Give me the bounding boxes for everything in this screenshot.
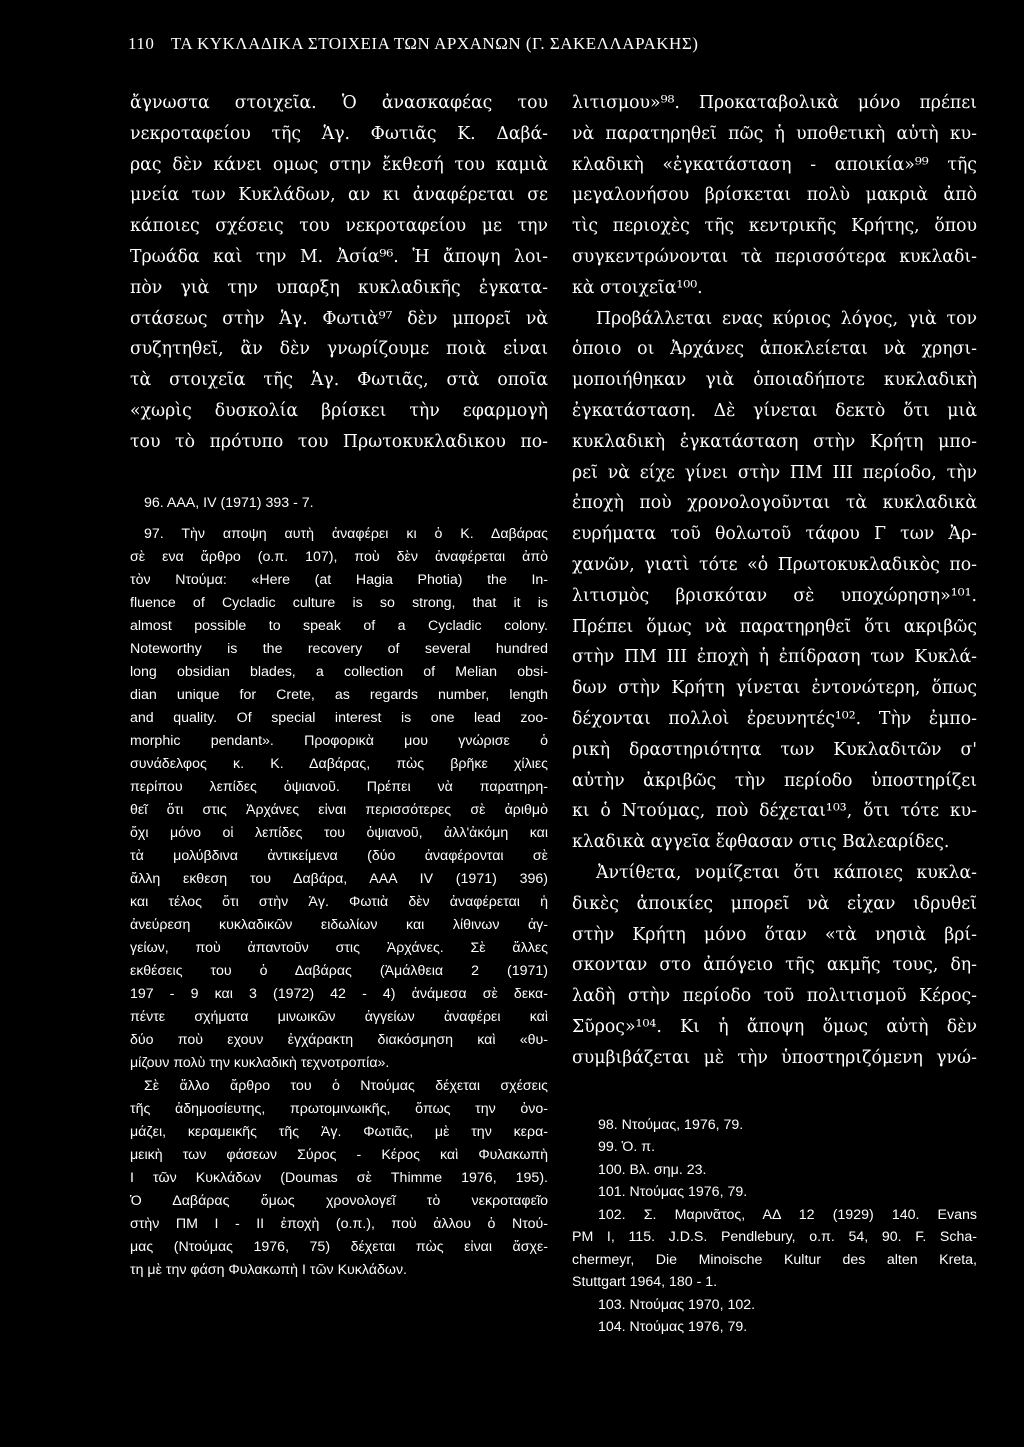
text-line: ευρήματα τοῦ θολωτοῦ τάφου Γ των Ἀρ- bbox=[572, 524, 977, 545]
text-line: Σῦρος»¹⁰⁴. Κι ἡ ἄποψη ὅμως αὐτὴ δὲν bbox=[572, 1016, 977, 1037]
text-line: χανῶν, γιατὶ τότε «ὁ Πρωτοκυκλαδικὸς πο- bbox=[572, 554, 977, 575]
running-header bbox=[128, 34, 698, 54]
text-line: μεγαλονήσου βρίσκεται πολὺ μακριὰ ἀπὸ bbox=[572, 185, 977, 206]
text-line: νεκροταφείου τῆς Ἁγ. Φωτιᾶς Κ. Δαβά- bbox=[130, 123, 548, 144]
fn-line: morphic pendant». Προφορικὰ μου γνώρισε ὁ bbox=[130, 732, 548, 749]
fn-line: PM I, 115. J.D.S. Pendlebury, ο.π. 54, 90. F. Scha- bbox=[572, 1229, 977, 1245]
right-body-paragraph-1 bbox=[572, 88, 977, 304]
left-body-paragraph bbox=[130, 88, 548, 458]
fn-line: περίπου λεπίδες ὀψιανοῦ. Πρέπει νὰ παρατηρη- bbox=[130, 778, 548, 795]
footnote-100: 100. Βλ. σημ. 23. bbox=[598, 1161, 707, 1178]
fn-line: fluence of Cycladic culture is so strong, that it is bbox=[130, 594, 548, 611]
text-line: σκονταν στο ἀπόγειο τῆς ακμῆς τους, δη- bbox=[572, 955, 977, 976]
fn-line: εκθέσεις του ὁ Δαβάρας (Ἀμάλθεια 2 (1971) bbox=[130, 962, 548, 979]
running-title: ΤΑ ΚΥΚΛΑΔΙΚΑ ΣΤΟΙΧΕΙΑ ΤΩΝ ΑΡΧΑΝΩΝ (Γ. ΣΑΚΕΛΛΑΡΑΚΗΣ) bbox=[170, 34, 699, 53]
text-line: κυκλαδικὴ ἐγκατάσταση στὴν Κρήτη μπο- bbox=[572, 431, 977, 452]
fn-line: πέντε σχήματα μινωικῶν ἀγγείων ἀναφέρει καὶ bbox=[130, 1008, 548, 1025]
text-line: στὴν ΠΜ ΙΙΙ ἐποχὴ ἡ ἐπίδραση των Κυκλά- bbox=[572, 647, 977, 668]
text-line: αὐτὴν ἀκριβῶς τὴν περίοδο ὑποστηρίζει bbox=[572, 770, 977, 791]
right-footnotes bbox=[572, 1114, 977, 1339]
text-line: στάσεως στὴν Ἁγ. Φωτιὰ⁹⁷ δὲν μπορεῖ νὰ bbox=[130, 308, 548, 329]
footnote-103: 103. Ντούμας 1970, 102. bbox=[598, 1296, 756, 1313]
right-body-paragraph-2 bbox=[572, 304, 977, 858]
fn-line: ὄχι μόνο οἱ λεπίδες του ὀψιανοῦ, ἀλλ'ἀκόμη και bbox=[130, 824, 548, 841]
right-body-paragraph-3 bbox=[572, 858, 977, 1074]
fn-line: σὲ ενα ἄρθρο (ο.π. 107), ποὺ δὲν ἀναφέρεται ἀπὸ bbox=[130, 548, 548, 565]
text-line: στὴν Κρήτη μόνο ὅταν «τὰ νησιὰ βρί- bbox=[572, 924, 977, 945]
text-line: συγκεντρώνονται τὰ περισσότερα κυκλαδι- bbox=[572, 246, 977, 267]
fn-line: and quality. Of special interest is one lead zoo- bbox=[130, 709, 548, 726]
text-line: ρας δὲν κάνει ομως στην ἔκθεσή του καμιὰ bbox=[130, 154, 548, 175]
left-footnotes bbox=[130, 492, 548, 1282]
left-column bbox=[130, 88, 548, 1282]
text-line: ἄγνωστα στοιχεῖα. Ὁ ἀνασκαφέας του bbox=[130, 93, 548, 113]
fn-line: Ι τῶν Κυκλάδων (Doumas σὲ Thimme 1976, 195). bbox=[130, 1169, 548, 1186]
text-line: λιτισμὸς βρισκόταν σὲ υποχώρηση»¹⁰¹. bbox=[572, 585, 977, 606]
text-line: του τὸ πρότυπο του Πρωτοκυκλαδικου πο- bbox=[130, 431, 548, 452]
fn-line: δύο ποὺ εχουν ἐγχάρακτη διακόσμηση καὶ «θυ- bbox=[130, 1031, 548, 1048]
right-column bbox=[572, 88, 977, 1339]
footnote-97 bbox=[130, 523, 548, 1282]
text-line: λαδὴ στὴν περίοδο τοῦ πολιτισμοῦ Κέρος- bbox=[572, 986, 977, 1007]
footnote-104: 104. Ντούμας 1976, 79. bbox=[598, 1319, 748, 1335]
text-line: ρικὴ δραστηριότητα των Κυκλαδιτῶν σ' bbox=[572, 739, 977, 760]
text-line: ὁποιο οι Ἀρχάνες ἀποκλείεται νὰ χρησι- bbox=[572, 339, 977, 360]
text-line: κλαδικὰ αγγεῖα ἔφθασαν στις Βαλεαρίδες. bbox=[572, 832, 950, 853]
fn-line: τῆς ἀδημοσίευτης, πρωτομινωικῆς, ὅπως την ὀνο- bbox=[130, 1100, 548, 1117]
fn-line: ἀνεύρεση κυκλαδικῶν ειδωλίων και λίθινων ἀγ- bbox=[130, 916, 548, 933]
fn-line: μας (Ντούμας 1976, 75) δέχεται πὼς εἰναι ἄσχε- bbox=[130, 1238, 548, 1255]
text-line: μνεία των Κυκλάδων, αν κι ἀναφέρεται σε bbox=[130, 185, 548, 206]
text-line: «χωρὶς δυσκολία βρίσκει τὴν εφαρμογὴ bbox=[130, 400, 548, 421]
text-line: Πρέπει ὅμως νὰ παρατηρηθεῖ ὅτι ακριβῶς bbox=[572, 616, 977, 637]
fn-line: μεικὴ των φάσεων Σύρος - Κέρος καὶ Φυλακωπὴ bbox=[130, 1146, 548, 1163]
footnote-96: 96. ΑΑΑ, IV (1971) 393 - 7. bbox=[144, 494, 314, 511]
fn-line: Ὁ Δαβάρας ὅμως χρονολογεῖ τὸ νεκροταφεῖο bbox=[130, 1192, 548, 1209]
fn-line: θεῖ ὅτι στις Ἀρχάνες εἰναι περισσότερες σὲ ἀριθμὸ bbox=[130, 801, 548, 818]
text-line: συζητηθεῖ, ἂν δὲν γνωρίζουμε ποιὰ εἰναι bbox=[130, 339, 548, 360]
fn-line: 97. Τὴν αποψη αυτὴ ἀναφέρει κι ὁ Κ. Δαβάρας bbox=[144, 525, 548, 542]
fn-line: Stuttgart 1964, 180 - 1. bbox=[572, 1274, 718, 1290]
text-line: ἐγκατάσταση. Δὲ γίνεται δεκτὸ ὅτι μιὰ bbox=[572, 400, 977, 421]
text-line: κάποιες σχέσεις του νεκροταφείου με την bbox=[130, 216, 548, 237]
text-line: κι ὁ Ντούμας, ποὺ δέχεται¹⁰³, ὅτι τότε κυ- bbox=[572, 801, 977, 822]
footnote-98: 98. Ντούμας, 1976, 79. bbox=[598, 1116, 744, 1133]
text-line: μοποιήθηκαν γιὰ ὁποιαδήποτε κυκλαδικὴ bbox=[572, 370, 977, 391]
text-line: κλαδικὴ «ἐγκατάσταση - αποικία»⁹⁹ τῆς bbox=[572, 154, 977, 175]
page-number: 110 bbox=[128, 34, 155, 53]
footnote-101: 101. Ντούμας 1976, 79. bbox=[598, 1184, 748, 1200]
text-line: πὸν γιὰ την υπαρξη κυκλαδικῆς ἐγκατα- bbox=[130, 277, 548, 298]
text-line: ἐποχὴ ποὺ χρονολογοῦνται τὰ κυκλαδικὰ bbox=[572, 493, 977, 514]
text-line: Ἀντίθετα, νομίζεται ὅτι κάποιες κυκλα- bbox=[596, 862, 977, 883]
text-line: δων στὴν Κρήτη γίνεται ἐντονώτερη, ὅπως bbox=[572, 678, 977, 699]
text-line: συμβιβάζεται μὲ τὴν ὑποστηριζόμενη γνώ- bbox=[572, 1047, 977, 1068]
fn-line: και τέλος ὅτι στὴν Ἁγ. Φωτιὰ δὲν ἀναφέρεται ἡ bbox=[130, 893, 548, 910]
fn-line: long obsidian blades, a collection of Melian obsi- bbox=[130, 663, 548, 680]
text-line: δέχονται πολλοὶ ἐρευνητές¹⁰². Τὴν ἐμπο- bbox=[572, 708, 977, 729]
fn-line: μίζουν πολὺ την κυκλαδικὴ τεχνοτροπία». bbox=[130, 1054, 390, 1071]
footnote-102 bbox=[572, 1204, 977, 1294]
fn-line: Σὲ ἄλλο ἄρθρο του ὁ Ντούμας δέχεται σχέσεις bbox=[144, 1077, 548, 1094]
fn-line: almost possible to speak of a Cycladic colony. bbox=[130, 617, 548, 634]
text-line: νὰ παρατηρηθεῖ πῶς ἡ υποθετικὴ αὐτὴ κυ- bbox=[572, 123, 977, 144]
fn-line: τη μὲ την φάση Φυλακωπὴ Ι τῶν Κυκλάδων. bbox=[130, 1261, 407, 1278]
footnote-99: 99. Ὁ. π. bbox=[598, 1139, 656, 1155]
fn-line: 197 - 9 και 3 (1972) 42 - 4) ἀνάμεσα σὲ δεκα- bbox=[130, 985, 548, 1002]
fn-line: τὰ μολύβδινα ἀντικείμενα (δύο ἀναφέρονται σὲ bbox=[130, 847, 548, 864]
fn-line: dian unique for Crete, as regards number, length bbox=[130, 686, 548, 703]
text-line: Προβάλλεται ενας κύριος λόγος, γιὰ τον bbox=[596, 308, 977, 329]
fn-line: γείων, ποὺ ἀπαντοῦν στις Ἀρχάνες. Σὲ ἄλλες bbox=[130, 939, 548, 956]
text-line: τὰ στοιχεῖα τῆς Ἁγ. Φωτιᾶς, στὰ οποῖα bbox=[130, 370, 548, 391]
fn-line: 102. Σ. Μαρινᾶτος, ΑΔ 12 (1929) 140. Evans bbox=[598, 1206, 977, 1223]
text-line: Τρωάδα καὶ την Μ. Ἀσία⁹⁶. Ἡ ἄποψη λοι- bbox=[130, 246, 548, 267]
fn-line: chermeyr, Die Minoische Kultur des alten Kreta, bbox=[572, 1251, 977, 1268]
text-line: κὰ στοιχεῖα¹⁰⁰. bbox=[572, 277, 703, 298]
fn-line: Noteworthy is the recovery of several hundred bbox=[130, 640, 548, 657]
text-line: δικὲς ἀποικίες μπορεῖ νὰ εἰχαν ιδρυθεῖ bbox=[572, 893, 977, 914]
fn-line: ἄλλη εκθεση του Δαβάρα, ΑΑΑ IV (1971) 396) bbox=[130, 870, 548, 887]
fn-line: μάζει, κεραμεικῆς τῆς Ἁγ. Φωτιᾶς, μὲ την κερα- bbox=[130, 1123, 548, 1140]
text-line: ρεῖ νὰ είχε γίνει στὴν ΠΜ ΙΙΙ περίοδο, τὴν bbox=[572, 462, 977, 483]
fn-line: στὴν ΠΜ Ι - ΙΙ ἐποχὴ (ο.π.), ποὺ ἀλλου ὁ Ντού- bbox=[130, 1215, 548, 1232]
fn-line: συνάδελφος κ. Κ. Δαβάρας, πὼς βρῆκε χίλιες bbox=[130, 755, 548, 772]
text-line: λιτισμου»⁹⁸. Προκαταβολικὰ μόνο πρέπει bbox=[572, 93, 977, 113]
text-line: τὶς περιοχὲς τῆς κεντρικῆς Κρήτης, ὅπου bbox=[572, 216, 977, 237]
fn-line: τὸν Ντούμα: «Here (at Hagia Photia) the In- bbox=[130, 571, 548, 588]
